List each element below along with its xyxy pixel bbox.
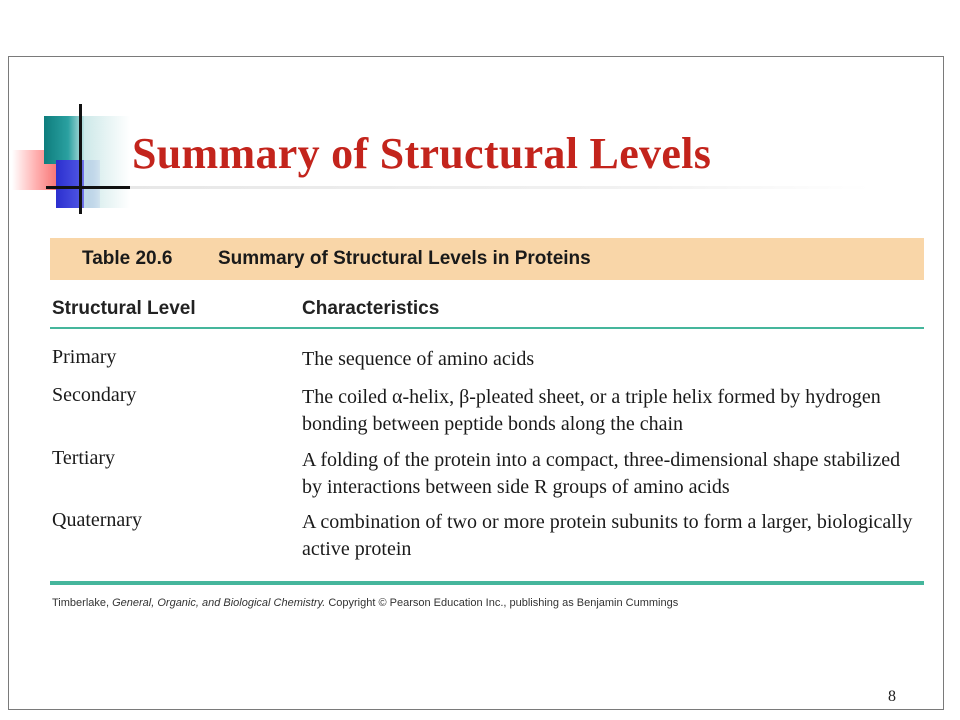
- header-rule: [50, 327, 924, 329]
- row-level-secondary: Secondary: [52, 384, 137, 406]
- credit-book: General, Organic, and Biological Chemistry.: [112, 597, 326, 609]
- row-level-quaternary: Quaternary: [52, 509, 142, 531]
- row-characteristics-tertiary: A folding of the protein into a compact, three-dimensional shape stabilized by interactions between side R groups of amino acids: [302, 449, 901, 498]
- row-characteristics-primary: The sequence of amino acids: [302, 348, 535, 370]
- table-banner: [50, 238, 924, 280]
- row-characteristics-quaternary: A combination of two or more protein subunits to form a larger, biologically active protein: [302, 511, 913, 560]
- credit-copyright: Copyright © Pearson Education Inc., publishing as Benjamin Cummings: [325, 597, 679, 609]
- title-underline: [130, 186, 870, 189]
- slide-title: Summary of Structural Levels: [132, 129, 712, 178]
- credit-author: Timberlake,: [52, 597, 113, 609]
- header-characteristics: Characteristics: [302, 298, 440, 319]
- table-number: Table 20.6: [82, 248, 173, 269]
- table-title: Summary of Structural Levels in Proteins: [218, 248, 591, 269]
- bottom-rule: [50, 581, 924, 585]
- header-structural-level: Structural Level: [52, 298, 196, 319]
- row-level-primary: Primary: [52, 346, 117, 368]
- row-level-tertiary: Tertiary: [52, 447, 116, 469]
- row-characteristics-secondary: The coiled α-helix, β-pleated sheet, or a triple helix formed by hydrogen bonding between peptide bonds along the chain: [302, 386, 881, 435]
- page-number: 8: [888, 688, 896, 705]
- source-credit: [52, 597, 678, 609]
